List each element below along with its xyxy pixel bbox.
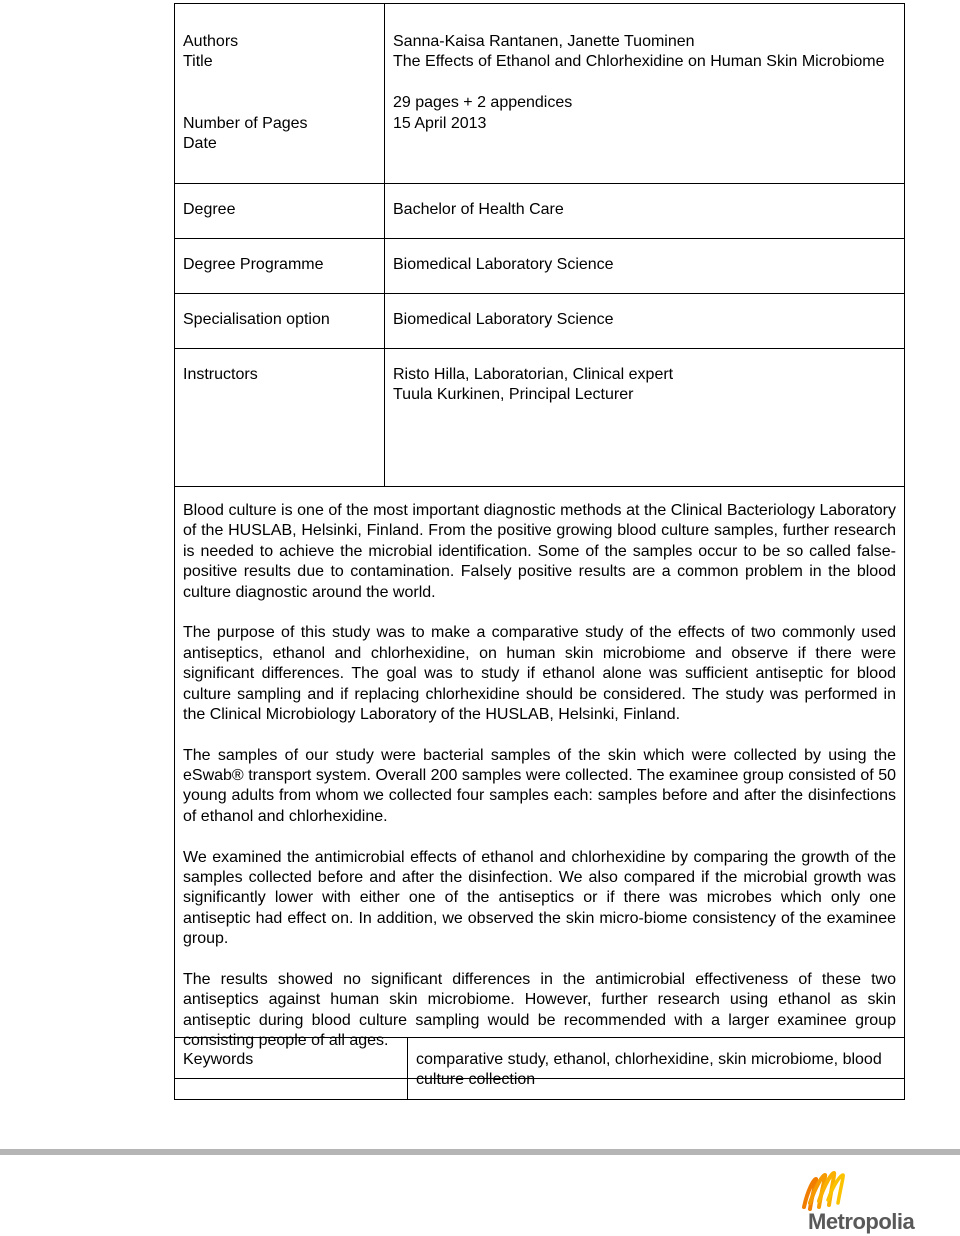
title-value: The Effects of Ethanol and Chlorhexidine on Human Skin Microbiome [393, 53, 885, 71]
pages-value: 29 pages + 2 appendices [393, 94, 573, 112]
instructor-2: Tuula Kurkinen, Principal Lecturer [393, 386, 634, 404]
pages-label: Number of Pages [183, 114, 308, 132]
specialisation-row [175, 294, 905, 349]
abstract-info-table [174, 3, 905, 1079]
footer-rule [0, 1149, 960, 1155]
abstract-paragraph-3: The samples of our study were bacterial samples of the skin which were collected by using the eSwab® transport system. Overall 200 samples were collected. The examinee group consisted of 50 young adults from whom we collected four samples each: samples before and after the disinfections of ethanol and chlorhexidine. [183, 746, 896, 825]
instructors-row [175, 349, 905, 487]
date-label: Date [183, 135, 217, 153]
keywords-table [174, 1037, 905, 1100]
abstract-paragraph-5: The results showed no significant differences in the antimicrobial effectiveness of these two antiseptics against human skin microbiome. However, further research using ethanol as skin antiseptic during blood culture sampling would be recommended with a larger examinee group consisting people of all ages. [183, 970, 896, 1050]
abstract-body [175, 487, 905, 1079]
degree-programme-value: Biomedical Laboratory Science [385, 239, 905, 294]
authors-value: Sanna-Kaisa Rantanen, Janette Tuominen [393, 33, 695, 50]
abstract-row [175, 487, 905, 1079]
header-values [385, 4, 905, 184]
specialisation-value: Biomedical Laboratory Science [385, 294, 905, 349]
authors-label: Authors [183, 33, 239, 50]
instructors-value [385, 349, 905, 487]
degree-programme-label: Degree Programme [175, 239, 385, 294]
abstract-paragraph-2: The purpose of this study was to make a comparative study of the effects of two commonly used antiseptics, ethanol and chlorhexidine, on human skin microbiome and observe if there were significant differences. The goal was to study if ethanol alone was sufficient antiseptic for blood culture sampling and if replacing chlorhexidine should be considered. The study was performed in the Clinical Microbiology Laboratory of the HUSLAB, Helsinki, Finland. [183, 624, 896, 723]
title-label: Title [183, 53, 213, 71]
metropolia-logo-text: Metropolia [808, 1209, 915, 1234]
date-value: 15 April 2013 [393, 114, 487, 132]
instructor-1: Risto Hilla, Laboratorian, Clinical expert [393, 366, 674, 383]
specialisation-label: Specialisation option [175, 294, 385, 349]
degree-value: Bachelor of Health Care [385, 184, 905, 239]
header-row [175, 4, 905, 184]
abstract-paragraph-1: Blood culture is one of the most important diagnostic methods at the Clinical Bacteriology Laboratory of the HUSLAB, Helsinki, Finland. From the positive growing blood culture samples, further research is needed to achieve the microbial identification. Some of the samples occur to be so called false-positive results due to contamination. Falsely positive results are a common problem in the blood culture diagnostic around the world. [183, 502, 896, 601]
degree-row [175, 184, 905, 239]
keywords-label: Keywords [175, 1038, 408, 1100]
degree-programme-row [175, 239, 905, 294]
keywords-row [175, 1038, 905, 1100]
abstract-paragraph-4: We examined the antimicrobial effects of ethanol and chlorhexidine by comparing the growth of the samples collected before and after the disinfection. We also compared if the microbial growth was significantly lower with either one of the antiseptics or if there was microbes which only one antiseptic had effect on. In addition, we observed the skin micro-biome consistency of the examinee group. [183, 848, 896, 948]
header-labels [175, 4, 385, 184]
keywords-value: comparative study, ethanol, chlorhexidine, skin microbiome, blood culture collection [408, 1038, 905, 1100]
degree-label: Degree [175, 184, 385, 239]
instructors-label: Instructors [175, 349, 385, 487]
